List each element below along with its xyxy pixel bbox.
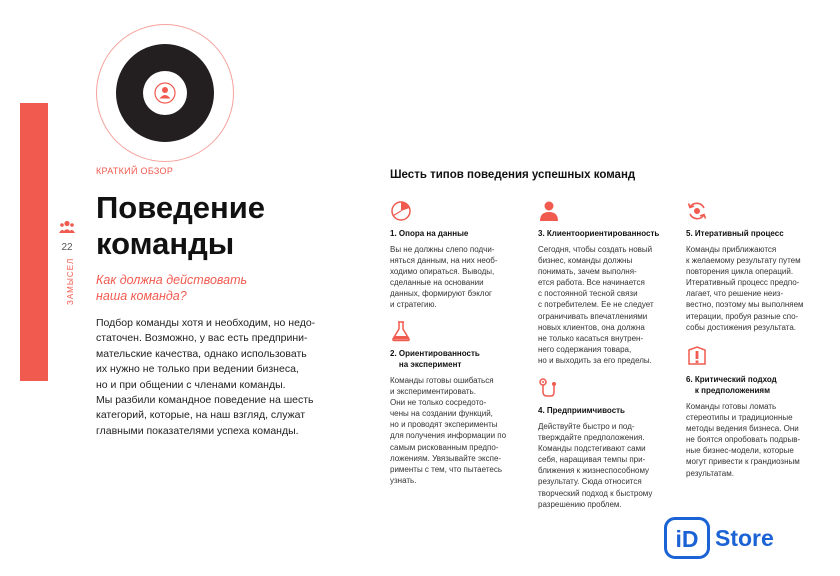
pie-chart-icon <box>390 200 412 222</box>
card-body: Команды готовы ломать стереотипы и традиционные методы ведения бизнеса. Они не боятся опробовать подрыв- ные бизнес-модели, которые могут привести к грандиозным результатам. <box>686 402 801 478</box>
card-title: 2. Ориентированность на эксперимент <box>390 349 480 369</box>
behavior-card-critical <box>686 346 826 479</box>
page-subtitle: Как должна действовать наша команда? <box>96 273 248 303</box>
logo-wordmark: Store <box>715 525 774 551</box>
team-icon <box>59 220 75 234</box>
team-icon <box>154 82 176 104</box>
card-title: 6. Критический подход к предположениям <box>686 375 777 395</box>
cycle-icon <box>686 200 708 222</box>
card-title: 5. Итеративный процесс <box>686 229 784 238</box>
logo-badge: iD <box>664 517 710 559</box>
section-heading: Шесть типов поведения успешных команд <box>390 169 636 181</box>
card-body: Команды приближаются к желаемому результату путем повторения цикла операций. Итеративный процесс предпо- лагает, что решение неиз- вестно, поэтому мы выполняем итерации, пробуя разные спо- собы достижения результата. <box>686 245 804 332</box>
flask-icon <box>390 320 412 342</box>
accent-bar <box>20 103 48 381</box>
idstore-logo <box>664 517 784 559</box>
behavior-card-iterative <box>686 200 826 333</box>
card-title: 3. Клиентоориентированность <box>538 229 660 238</box>
behavior-card-initiative <box>538 377 678 510</box>
behavior-card-data <box>390 200 530 311</box>
card-body: Вы не должны слепо подчи- няться данным, на них необ- ходимо опираться. Выводы, сделанные на основании данных, формируют бэклог и стратегию. <box>390 245 498 310</box>
person-icon <box>538 200 560 222</box>
section-eyebrow: КРАТКИЙ ОБЗОР <box>96 166 174 176</box>
card-title: 1. Опора на данные <box>390 229 469 238</box>
card-body: Сегодня, чтобы создать новый бизнес, команды должны понимать, зачем выполня- ется работа. Все начинается с постоянной тесной связи с потребителем. Ее не следует ограничивать впечатлениями новых клиентов, она должна не только касаться внутрен- него содержания товара, но и выходить за его пределы. <box>538 245 654 365</box>
intro-paragraph: Подбор команды хотя и необходим, но недо- статочен. Возможно, у вас есть предприни- мательские качества, однако использовать их нужно не только при ведении бизнеса, но и при общении с членами команды. Мы разбили командное поведение на шесть категорий, которые, на наш взгляд, служат главными показателями успеха команды. <box>96 317 316 437</box>
behavior-card-customer <box>538 200 678 366</box>
behavior-card-experiment <box>390 320 530 486</box>
warning-icon <box>686 346 708 368</box>
page-title: Поведение команды <box>96 190 266 261</box>
side-chapter-label: ЗАМЫСЕЛ <box>66 257 75 305</box>
card-body: Команды готовы ошибаться и экспериментировать. Они не только сосредото- чены на создании функций, но и проводят эксперименты для получения информации по самым рискованным предпо- ложениям. Увязывайте экспе- рименты с тем, что пытаетесь узнать. <box>390 376 507 485</box>
card-body: Действуйте быстро и под- тверждайте предположения. Команды подстегивают сами себя, наращивая темпы при- ближения к жизнеспособному результату. Сюда относится творческий подход к быстрому разрешению проблем. <box>538 422 653 509</box>
card-title: 4. Предприимчивость <box>538 406 625 415</box>
route-icon <box>538 377 560 399</box>
page-number: 22 <box>61 242 73 253</box>
